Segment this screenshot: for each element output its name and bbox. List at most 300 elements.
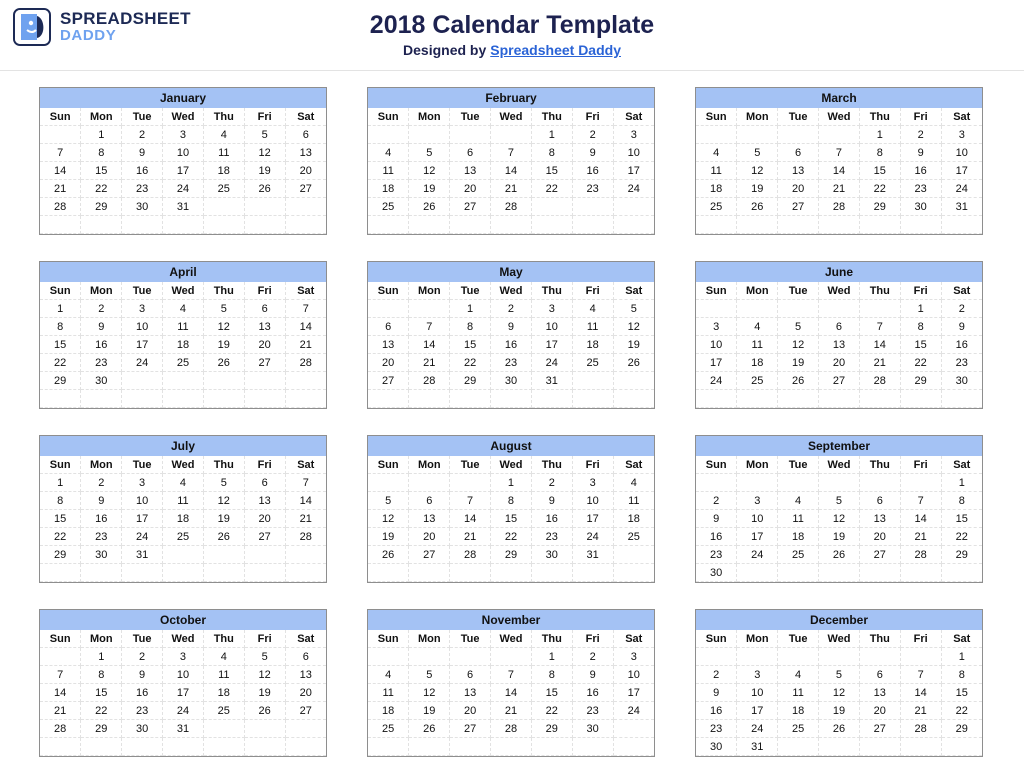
day-cell	[81, 738, 122, 756]
day-cell: 4	[572, 300, 613, 318]
day-cell: 11	[737, 336, 778, 354]
week-row	[368, 144, 654, 162]
day-cell	[737, 390, 778, 408]
day-cell: 15	[941, 684, 982, 702]
day-cell	[122, 564, 163, 582]
week-row	[696, 510, 982, 528]
day-cell	[778, 216, 819, 234]
day-cell: 28	[819, 198, 860, 216]
day-cell	[941, 564, 982, 582]
day-cell: 10	[696, 336, 737, 354]
day-cell: 16	[81, 336, 122, 354]
day-cell: 17	[163, 684, 204, 702]
day-cell: 10	[737, 510, 778, 528]
weekday-label: Fri	[900, 456, 941, 474]
day-cell	[491, 216, 532, 234]
weekday-header-row	[40, 630, 326, 648]
weekday-label: Fri	[572, 630, 613, 648]
weekday-label: Mon	[81, 630, 122, 648]
weekday-label: Fri	[244, 630, 285, 648]
day-cell: 6	[450, 666, 491, 684]
week-row	[368, 300, 654, 318]
weekday-label: Tue	[778, 630, 819, 648]
day-cell: 30	[122, 198, 163, 216]
month-days-table	[368, 630, 654, 756]
day-cell: 25	[572, 354, 613, 372]
day-cell: 25	[203, 180, 244, 198]
day-cell: 5	[244, 126, 285, 144]
day-cell: 5	[778, 318, 819, 336]
day-cell: 23	[81, 528, 122, 546]
day-cell: 15	[941, 510, 982, 528]
weekday-label: Sun	[368, 630, 409, 648]
day-cell: 28	[491, 720, 532, 738]
day-cell: 31	[941, 198, 982, 216]
month-days-table	[40, 108, 326, 234]
day-cell	[244, 372, 285, 390]
day-cell: 11	[613, 492, 654, 510]
day-cell: 5	[368, 492, 409, 510]
day-cell: 4	[613, 474, 654, 492]
day-cell	[163, 546, 204, 564]
weekday-label: Thu	[531, 108, 572, 126]
day-cell: 28	[409, 372, 450, 390]
day-cell: 9	[531, 492, 572, 510]
weekday-label: Tue	[778, 282, 819, 300]
day-cell	[409, 300, 450, 318]
day-cell	[244, 546, 285, 564]
week-row	[696, 492, 982, 510]
week-row	[368, 390, 654, 408]
day-cell: 16	[122, 684, 163, 702]
day-cell: 4	[778, 666, 819, 684]
weekday-label: Sat	[941, 456, 982, 474]
day-cell	[900, 474, 941, 492]
weekday-label: Fri	[900, 108, 941, 126]
day-cell: 10	[572, 492, 613, 510]
day-cell: 27	[859, 720, 900, 738]
day-cell	[368, 390, 409, 408]
day-cell: 25	[737, 372, 778, 390]
day-cell: 3	[941, 126, 982, 144]
day-cell: 1	[40, 474, 81, 492]
day-cell: 28	[285, 528, 326, 546]
day-cell: 6	[450, 144, 491, 162]
day-cell: 9	[81, 492, 122, 510]
weekday-label: Sun	[368, 108, 409, 126]
day-cell	[285, 738, 326, 756]
day-cell	[572, 564, 613, 582]
day-cell	[409, 564, 450, 582]
day-cell: 22	[941, 702, 982, 720]
day-cell: 28	[491, 198, 532, 216]
day-cell: 11	[778, 510, 819, 528]
day-cell	[819, 390, 860, 408]
month-days-table	[40, 630, 326, 756]
page-title: 2018 Calendar Template	[369, 11, 655, 39]
day-cell: 22	[531, 180, 572, 198]
day-cell: 20	[409, 528, 450, 546]
week-row	[696, 720, 982, 738]
day-cell: 23	[696, 720, 737, 738]
day-cell	[203, 738, 244, 756]
day-cell: 28	[859, 372, 900, 390]
month-july	[39, 435, 327, 583]
day-cell: 29	[40, 546, 81, 564]
weekday-label: Fri	[572, 456, 613, 474]
weekday-label: Thu	[531, 630, 572, 648]
day-cell	[40, 390, 81, 408]
week-row	[696, 648, 982, 666]
day-cell: 19	[409, 702, 450, 720]
weekday-label: Mon	[737, 456, 778, 474]
day-cell: 21	[285, 510, 326, 528]
day-cell: 29	[450, 372, 491, 390]
day-cell: 15	[81, 162, 122, 180]
week-row	[696, 684, 982, 702]
day-cell: 22	[81, 180, 122, 198]
weekday-header-row	[696, 108, 982, 126]
day-cell: 19	[819, 702, 860, 720]
day-cell: 6	[285, 126, 326, 144]
day-cell: 24	[696, 372, 737, 390]
day-cell: 14	[285, 492, 326, 510]
day-cell: 10	[163, 144, 204, 162]
week-row	[368, 180, 654, 198]
weekday-label: Fri	[244, 108, 285, 126]
day-cell	[285, 372, 326, 390]
day-cell	[613, 216, 654, 234]
day-cell: 16	[81, 510, 122, 528]
day-cell: 9	[696, 510, 737, 528]
day-cell: 24	[163, 180, 204, 198]
day-cell	[572, 738, 613, 756]
day-cell	[122, 738, 163, 756]
day-cell: 26	[203, 528, 244, 546]
day-cell	[244, 216, 285, 234]
day-cell: 14	[285, 318, 326, 336]
day-cell: 1	[491, 474, 532, 492]
week-row	[368, 162, 654, 180]
day-cell	[450, 216, 491, 234]
weekday-label: Tue	[450, 630, 491, 648]
day-cell: 27	[244, 354, 285, 372]
day-cell	[163, 216, 204, 234]
day-cell: 20	[244, 336, 285, 354]
day-cell	[409, 738, 450, 756]
day-cell	[40, 216, 81, 234]
week-row	[368, 474, 654, 492]
week-row	[696, 198, 982, 216]
week-row	[368, 126, 654, 144]
day-cell	[613, 738, 654, 756]
weekday-label: Mon	[81, 282, 122, 300]
day-cell	[859, 300, 900, 318]
day-cell: 23	[531, 528, 572, 546]
day-cell: 14	[409, 336, 450, 354]
day-cell: 13	[778, 162, 819, 180]
weekday-label: Sun	[40, 282, 81, 300]
day-cell: 3	[613, 648, 654, 666]
day-cell: 31	[531, 372, 572, 390]
weekday-label: Sun	[368, 282, 409, 300]
day-cell: 31	[572, 546, 613, 564]
day-cell: 18	[572, 336, 613, 354]
day-cell: 24	[122, 528, 163, 546]
day-cell: 4	[368, 666, 409, 684]
weekday-label: Wed	[491, 282, 532, 300]
day-cell: 23	[572, 180, 613, 198]
day-cell	[696, 474, 737, 492]
day-cell	[737, 564, 778, 582]
day-cell: 6	[244, 300, 285, 318]
week-row	[696, 162, 982, 180]
day-cell: 2	[81, 474, 122, 492]
day-cell: 11	[163, 492, 204, 510]
day-cell	[819, 216, 860, 234]
day-cell: 27	[244, 528, 285, 546]
month-name: October	[40, 610, 326, 630]
weekday-label: Sun	[40, 630, 81, 648]
day-cell: 30	[941, 372, 982, 390]
day-cell: 11	[203, 666, 244, 684]
day-cell: 28	[40, 720, 81, 738]
week-row	[368, 564, 654, 582]
month-days-table	[368, 108, 654, 234]
day-cell: 5	[203, 300, 244, 318]
day-cell: 13	[285, 666, 326, 684]
day-cell: 21	[450, 528, 491, 546]
weekday-label: Sat	[613, 630, 654, 648]
day-cell: 7	[900, 492, 941, 510]
weekday-label: Sun	[696, 630, 737, 648]
day-cell	[859, 390, 900, 408]
day-cell: 28	[900, 546, 941, 564]
month-december	[695, 609, 983, 757]
day-cell: 21	[409, 354, 450, 372]
day-cell	[450, 648, 491, 666]
day-cell: 9	[122, 666, 163, 684]
day-cell: 7	[450, 492, 491, 510]
weekday-label: Sat	[285, 456, 326, 474]
weekday-label: Mon	[81, 456, 122, 474]
week-row	[696, 372, 982, 390]
weekday-label: Wed	[819, 630, 860, 648]
day-cell: 9	[900, 144, 941, 162]
weekday-label: Sun	[696, 282, 737, 300]
week-row	[696, 180, 982, 198]
day-cell: 11	[778, 684, 819, 702]
week-row	[40, 354, 326, 372]
day-cell: 18	[696, 180, 737, 198]
day-cell	[203, 216, 244, 234]
day-cell: 14	[450, 510, 491, 528]
day-cell	[778, 300, 819, 318]
day-cell: 24	[163, 702, 204, 720]
day-cell: 17	[122, 336, 163, 354]
month-february	[367, 87, 655, 235]
day-cell: 9	[81, 318, 122, 336]
week-row	[368, 216, 654, 234]
day-cell: 18	[163, 510, 204, 528]
day-cell: 15	[531, 162, 572, 180]
designer-link[interactable]: Spreadsheet Daddy	[490, 42, 621, 58]
week-row	[40, 390, 326, 408]
day-cell	[941, 738, 982, 756]
day-cell	[163, 564, 204, 582]
day-cell: 16	[572, 684, 613, 702]
day-cell: 6	[859, 492, 900, 510]
day-cell: 3	[737, 492, 778, 510]
day-cell	[409, 126, 450, 144]
day-cell: 14	[40, 162, 81, 180]
day-cell: 23	[122, 180, 163, 198]
day-cell	[778, 474, 819, 492]
day-cell: 12	[737, 162, 778, 180]
day-cell: 6	[409, 492, 450, 510]
day-cell	[778, 738, 819, 756]
day-cell: 18	[737, 354, 778, 372]
day-cell	[819, 648, 860, 666]
month-days-table	[696, 630, 982, 756]
day-cell: 19	[778, 354, 819, 372]
day-cell: 22	[531, 702, 572, 720]
day-cell	[696, 648, 737, 666]
week-row	[368, 198, 654, 216]
weekday-label: Thu	[859, 456, 900, 474]
week-row	[696, 738, 982, 756]
day-cell: 8	[531, 144, 572, 162]
weekday-label: Fri	[572, 108, 613, 126]
weekday-label: Mon	[737, 108, 778, 126]
day-cell: 7	[285, 474, 326, 492]
day-cell	[737, 216, 778, 234]
month-name: May	[368, 262, 654, 282]
day-cell: 2	[81, 300, 122, 318]
day-cell: 5	[737, 144, 778, 162]
day-cell	[531, 390, 572, 408]
day-cell: 22	[491, 528, 532, 546]
day-cell: 9	[122, 144, 163, 162]
day-cell	[613, 390, 654, 408]
day-cell: 4	[163, 474, 204, 492]
day-cell: 18	[368, 180, 409, 198]
day-cell: 24	[941, 180, 982, 198]
week-row	[40, 684, 326, 702]
day-cell: 18	[203, 684, 244, 702]
day-cell	[163, 372, 204, 390]
weekday-label: Tue	[122, 630, 163, 648]
day-cell	[819, 126, 860, 144]
week-row	[696, 528, 982, 546]
day-cell: 26	[244, 180, 285, 198]
day-cell	[531, 198, 572, 216]
month-august	[367, 435, 655, 583]
day-cell: 13	[450, 162, 491, 180]
weekday-label: Tue	[450, 282, 491, 300]
day-cell: 7	[491, 144, 532, 162]
day-cell: 12	[409, 162, 450, 180]
day-cell: 10	[613, 144, 654, 162]
day-cell	[122, 372, 163, 390]
day-cell	[531, 738, 572, 756]
day-cell: 21	[285, 336, 326, 354]
day-cell: 6	[285, 648, 326, 666]
day-cell: 27	[285, 702, 326, 720]
day-cell	[900, 216, 941, 234]
week-row	[368, 648, 654, 666]
weekday-label: Wed	[491, 108, 532, 126]
day-cell: 9	[696, 684, 737, 702]
day-cell	[572, 372, 613, 390]
day-cell: 7	[285, 300, 326, 318]
day-cell: 19	[244, 162, 285, 180]
day-cell	[244, 738, 285, 756]
month-november	[367, 609, 655, 757]
day-cell: 13	[368, 336, 409, 354]
day-cell	[859, 564, 900, 582]
day-cell: 7	[40, 666, 81, 684]
week-row	[696, 546, 982, 564]
day-cell: 8	[40, 492, 81, 510]
day-cell	[531, 564, 572, 582]
day-cell: 16	[531, 510, 572, 528]
week-row	[368, 720, 654, 738]
day-cell: 20	[819, 354, 860, 372]
day-cell: 25	[613, 528, 654, 546]
day-cell: 8	[531, 666, 572, 684]
day-cell: 28	[450, 546, 491, 564]
week-row	[40, 216, 326, 234]
day-cell: 31	[737, 738, 778, 756]
day-cell	[409, 474, 450, 492]
weekday-header-row	[696, 282, 982, 300]
day-cell: 20	[450, 702, 491, 720]
day-cell: 5	[203, 474, 244, 492]
day-cell: 26	[409, 720, 450, 738]
day-cell: 11	[203, 144, 244, 162]
day-cell: 3	[613, 126, 654, 144]
day-cell: 30	[491, 372, 532, 390]
day-cell: 8	[81, 144, 122, 162]
day-cell: 26	[244, 702, 285, 720]
day-cell: 5	[613, 300, 654, 318]
day-cell: 3	[572, 474, 613, 492]
weekday-label: Thu	[203, 630, 244, 648]
day-cell	[613, 198, 654, 216]
month-days-table	[40, 282, 326, 408]
day-cell: 3	[163, 648, 204, 666]
week-row	[368, 318, 654, 336]
day-cell	[613, 564, 654, 582]
week-row	[368, 354, 654, 372]
weekday-label: Thu	[203, 282, 244, 300]
day-cell	[900, 738, 941, 756]
weekday-label: Mon	[409, 108, 450, 126]
day-cell	[285, 546, 326, 564]
weekday-label: Thu	[531, 282, 572, 300]
day-cell: 5	[819, 492, 860, 510]
day-cell: 27	[409, 546, 450, 564]
month-name: July	[40, 436, 326, 456]
day-cell: 27	[859, 546, 900, 564]
day-cell: 13	[244, 492, 285, 510]
day-cell: 24	[531, 354, 572, 372]
day-cell: 1	[900, 300, 941, 318]
weekday-label: Fri	[572, 282, 613, 300]
weekday-label: Wed	[819, 282, 860, 300]
weekday-label: Tue	[778, 108, 819, 126]
